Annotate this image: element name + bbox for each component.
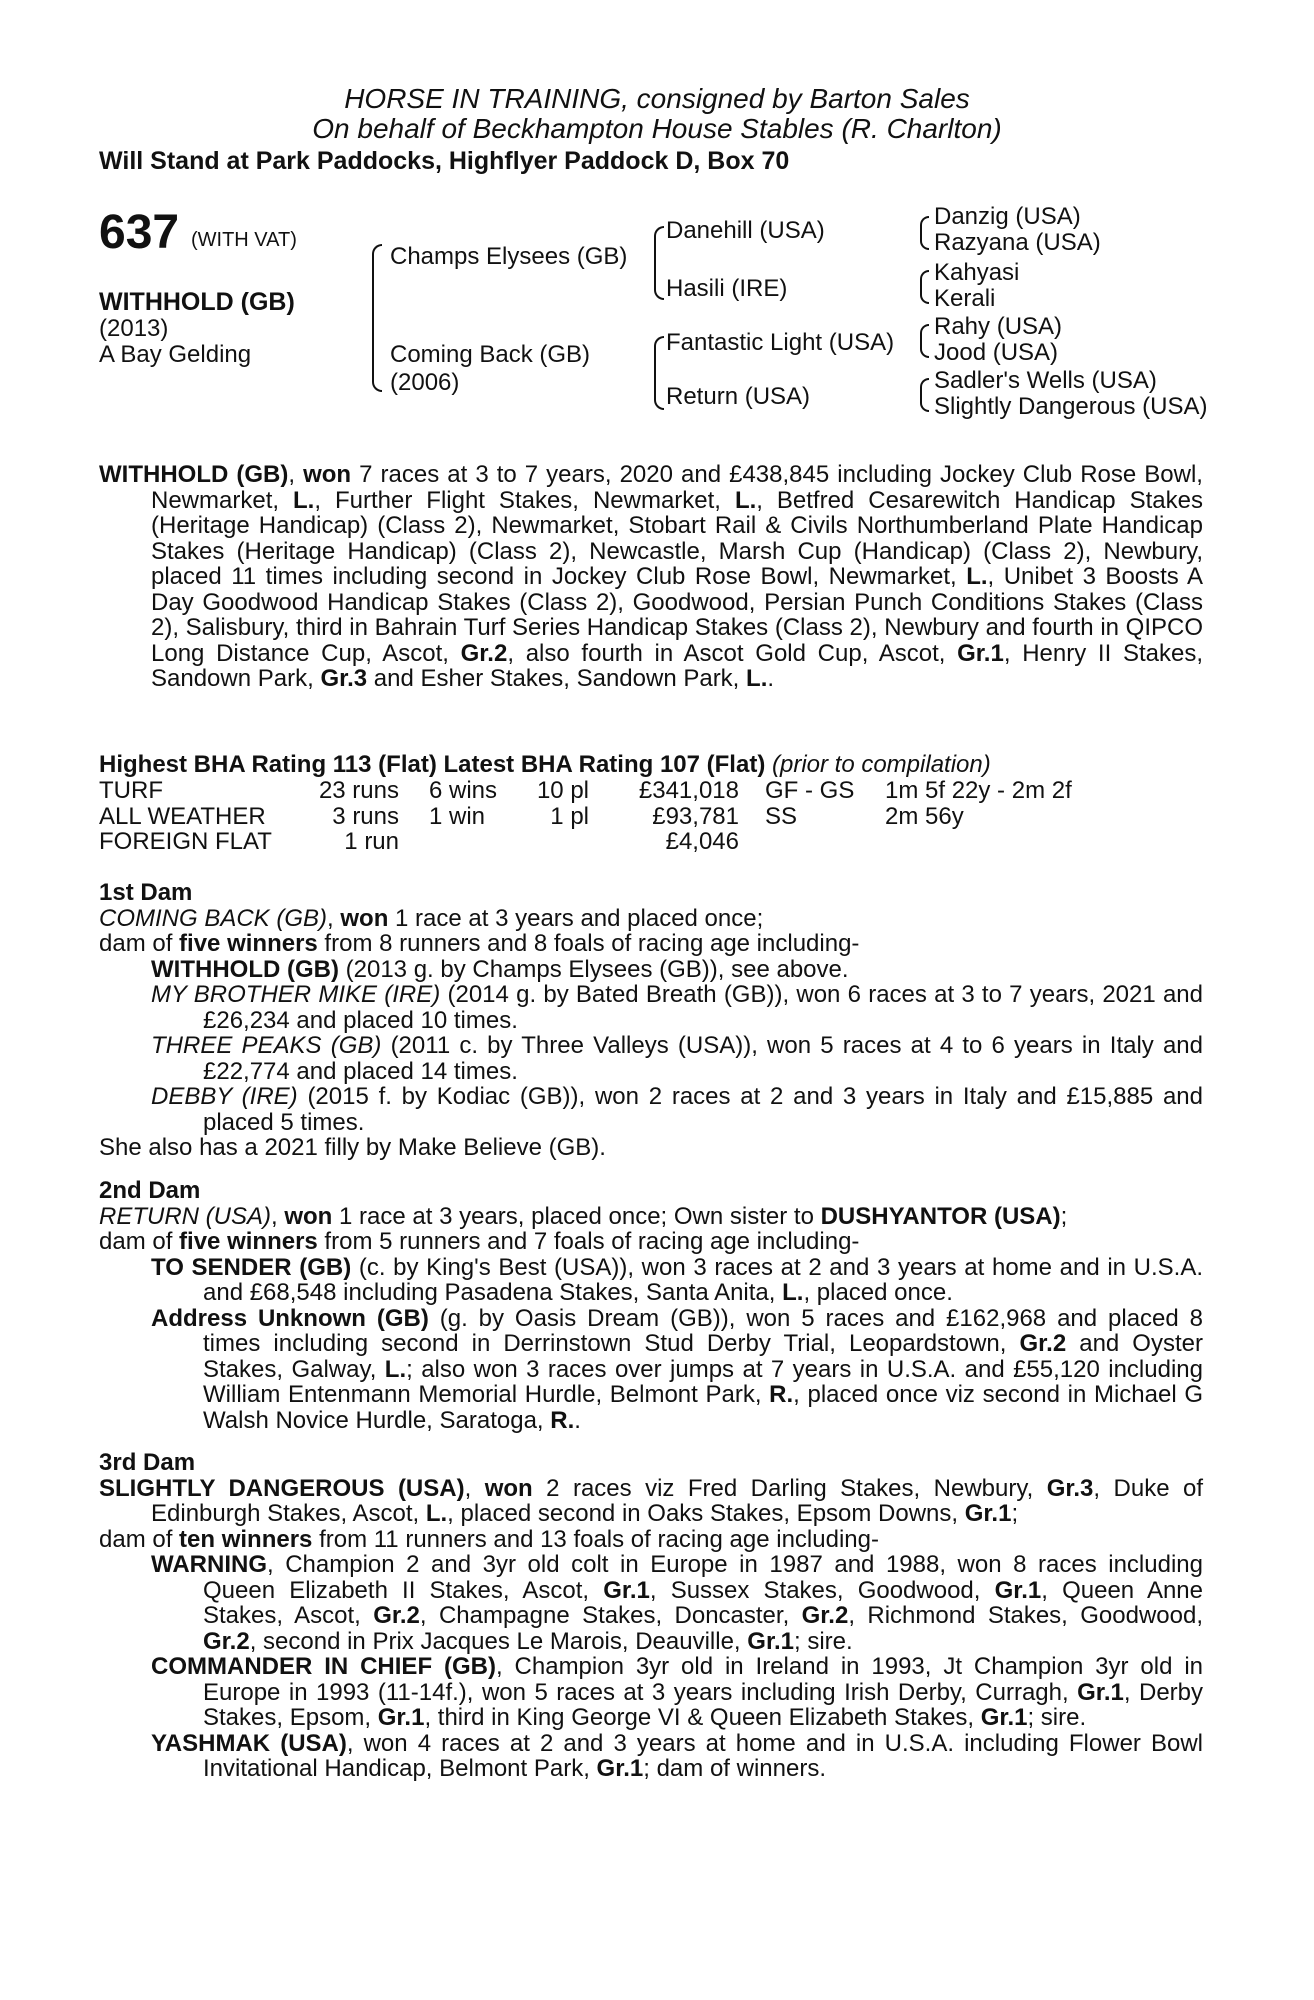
third-dam-dam-of: dam of <box>99 1525 180 1553</box>
record-text-4: , Unibet 3 Boosts A Day Goodwood Handicap Stakes (Class 2), Goodwood, Persian Punch Conditions Stakes (Class 2), Salisbury, third in Bahrain Turf Series Handicap Stakes (Class 2), Newbury and fourth in QIPCO Long Distance Cup, Ascot, <box>151 563 1204 667</box>
entry-name: TO SENDER (GB) <box>151 1253 352 1281</box>
third-dam-entry <box>99 1552 1203 1654</box>
stats-going: SS <box>765 802 798 830</box>
record-grade-3: Gr.3 <box>320 665 368 692</box>
entry-grade-1: Gr.1 <box>747 1627 794 1655</box>
first-dam-entry <box>99 957 1203 983</box>
entry-grade-2: Gr.2 <box>801 1602 849 1629</box>
entry-text: , won 4 races at 2 and 3 years at home and in U.S.A. including Flower Bowl Invitational Handicap, Belmont Park, <box>203 1729 1203 1782</box>
second-dam-sister: DUSHYANTOR (USA) <box>820 1202 1061 1230</box>
first-dam-winners: five winners <box>179 930 318 957</box>
pedigree-ggp-4: Kerali <box>934 285 996 312</box>
stats-runs: 1 run <box>344 828 399 855</box>
record-end: . <box>767 665 775 692</box>
entry-grade-2: Gr.2 <box>373 1602 420 1629</box>
second-dam-won: won <box>284 1202 333 1230</box>
pedigree-dam-sire: Fantastic Light (USA) <box>666 329 895 356</box>
stats-going: GF - GS <box>765 777 855 804</box>
record-listed-1: L. <box>293 486 315 514</box>
stats-wins <box>429 829 519 855</box>
stats-table <box>99 778 1072 855</box>
entry-text: (c. by King's Best (USA)), won 3 races at 2 and 3 years at home and in U.S.A. and £68,548 including Pasadena Stakes, Santa Anita, <box>203 1253 1204 1306</box>
stats-runs: 23 runs <box>318 777 399 804</box>
stats-wins: 1 win <box>429 802 486 830</box>
first-dam-entry <box>99 1033 1203 1084</box>
pedigree-ggp-8: Slightly Dangerous (USA) <box>934 393 1208 420</box>
pedigree-dam: Coming Back (GB) <box>390 341 591 368</box>
third-dam-grade-1: Gr.1 <box>964 1500 1012 1527</box>
first-dam-title: 1st Dam <box>99 879 193 906</box>
lot-number: 637 <box>99 206 180 259</box>
pedigree-sire-dam: Hasili (IRE) <box>666 275 788 302</box>
entry-text: , Champion 3yr old in Ireland in 1993, Jt Champion 3yr old in Europe in 1993 (11-14f.), won 5 races at 3 years including Irish Derby, Curragh, <box>203 1653 1204 1706</box>
third-dam-name: SLIGHTLY DANGEROUS (USA) <box>99 1474 465 1502</box>
pedigree-ggp-1: Danzig (USA) <box>934 203 1081 230</box>
pedigree-dam-year: (2006) <box>390 369 460 396</box>
third-dam-text: , Duke of Edinburgh Stakes, Ascot, <box>151 1474 1203 1527</box>
first-dam-dam-of: dam of <box>99 930 180 957</box>
entry-name: COMMANDER IN CHIEF (GB) <box>151 1653 496 1680</box>
second-dam-entry <box>99 1306 1203 1434</box>
second-dam-dam-of: dam of <box>99 1228 180 1255</box>
entry-name: THREE PEAKS (GB) <box>151 1032 382 1059</box>
third-dam-record: SLIGHTLY DANGEROUS (USA), won 2 races viz Fred Darling Stakes, Newbury, Gr.3, Duke of Edinburgh Stakes, Ascot, L., placed second in Oaks Stakes, Epsom Downs, Gr.1; <box>99 1474 1203 1527</box>
entry-text: , Sussex Stakes, Goodwood, <box>649 1576 995 1604</box>
entry-grade-1: Gr.1 <box>603 1576 650 1604</box>
entry-text: , placed once. <box>803 1279 953 1306</box>
record-horse-name: WITHHOLD (GB) <box>99 461 289 488</box>
entry-text: ; sire. <box>793 1627 853 1655</box>
stats-type: ALL WEATHER <box>99 802 266 830</box>
entry-name: DEBBY (IRE) <box>151 1083 298 1110</box>
entry-text: , Richmond Stakes, Goodwood, <box>848 1602 1203 1629</box>
pedigree-brace-dam <box>654 336 664 410</box>
record-won: won <box>303 461 352 488</box>
second-dam-semicolon: ; <box>1060 1202 1068 1230</box>
first-dam-won: won <box>340 904 389 932</box>
ratings-bold: Highest BHA Rating 113 (Flat) Latest BHA Rating 107 (Flat) <box>99 751 766 778</box>
entry-listed: L. <box>782 1279 804 1306</box>
third-dam-entry <box>99 1654 1203 1731</box>
entry-text: , placed once viz second in Michael G Walsh Novice Hurdle, Saratoga, <box>203 1381 1203 1434</box>
pedigree-dam-dam: Return (USA) <box>666 383 811 410</box>
entry-text: ; dam of winners. <box>643 1755 826 1782</box>
third-dam-entry <box>99 1731 1203 1782</box>
entry-text: , third in King George VI & Queen Elizabeth Stakes, <box>424 1704 981 1731</box>
race-record-paragraph: WITHHOLD (GB), won 7 races at 3 to 7 years, 2020 and £438,845 including Jockey Club Rose Bowl, Newmarket, L., Further Flight Stakes, Newmarket, L., Betfred Cesarewitch Handicap Stakes (Heritage Handicap) (Class 2), Newmarket, Stobart Rail & Civils Northumberland Plate Handicap Stakes (Heritage Handicap) (Class 2), Newcastle, Marsh Cup (Handicap) (Class 2), Newbury, placed 11 times including second in Jockey Club Rose Bowl, Newmarket, L., Unibet 3 Boosts A Day Goodwood Handicap Stakes (Class 2), Goodwood, Persian Punch Conditions Stakes (Class 2), Salisbury, third in Bahrain Turf Series Handicap Stakes (Class 2), Newbury and fourth in QIPCO Long Distance Cup, Ascot, Gr.2, also fourth in Ascot Gold Cup, Ascot, Gr.1, Henry II Stakes, Sandown Park, Gr.3 and Esher Stakes, Sandown Park, L.. <box>99 461 1204 692</box>
pedigree-ggp-2: Razyana (USA) <box>934 229 1101 256</box>
second-dam-title: 2nd Dam <box>99 1177 201 1204</box>
record-text-6: , Henry II Stakes, Sandown Park, <box>151 639 1203 692</box>
first-dam-entry <box>99 982 1203 1033</box>
entry-text: , Champagne Stakes, Doncaster, <box>419 1602 802 1629</box>
third-dam-section <box>99 1450 1203 1782</box>
stats-going <box>765 829 885 855</box>
first-dam-section: 1st Dam COMING BACK (GB), won 1 race at 3 years and placed once; dam of five winners from 8 runners and 8 foals of racing age including- WITHHOLD (GB) (2013 g. by Champs Elysees (GB)), see above. MY BROTHER MIKE (IRE) (2014 g. by Bated Breath (GB)), won 6 races at 3 to 7 years, 2021 and £26,234 and placed 10 times. THREE PEAKS (GB) (2011 c. by Three Valleys (USA)), won 5 races at 4 to 6 years in Italy and £22,774 and placed 14 times. DEBBY (IRE) (2015 f. by Kodiac (GB)), won 2 races at 2 and 3 years in Italy and £15,885 and placed 5 times. She also has a 2021 filly by Make Believe (GB). <box>99 879 1204 1161</box>
entry-text: , second in Prix Jacques Le Marois, Deauville, <box>249 1627 748 1655</box>
entry-text: (2015 f. by Kodiac (GB)), won 2 races at 2 and 3 years in Italy and £15,885 and placed 5 times. <box>203 1083 1203 1136</box>
entry-text: (2013 g. by Champs Elysees (GB)), see above. <box>338 955 849 983</box>
third-dam-title: 3rd Dam <box>99 1449 196 1476</box>
entry-text: , Champion 2 and 3yr old colt in Europe in 1987 and 1988, won 8 races including Queen Elizabeth II Stakes, Ascot, <box>203 1551 1203 1604</box>
stats-wins: 6 wins <box>429 777 498 804</box>
second-dam-name: RETURN (USA) <box>99 1202 271 1230</box>
second-dam-runners: from 5 runners and 7 foals of racing age including- <box>317 1228 860 1255</box>
pedigree-ggp-3: Kahyasi <box>934 259 1020 286</box>
stats-type: FOREIGN FLAT <box>99 828 272 855</box>
record-text-3: , Betfred Cesarewitch Handicap Stakes (Heritage Handicap) (Class 2), Newmarket, Stobart Rail & Civils Northumberland Plate Handicap Stakes (Heritage Handicap) (Class 2), Newcastle, Marsh Cup (Handicap) (Class 2), Newbury, placed 11 times including second in Jockey Club Rose Bowl, Newmarket, <box>151 486 1203 590</box>
third-dam-text: ; <box>1011 1500 1019 1527</box>
record-listed-4: L. <box>746 665 768 692</box>
pedigree-brace-ggp4 <box>920 378 929 412</box>
third-dam-text: , placed second in Oaks Stakes, Epsom Downs, <box>447 1500 965 1527</box>
stats-pl: 10 pl <box>536 777 589 804</box>
entry-name: WITHHOLD (GB) <box>151 955 339 983</box>
entry-race-r: R. <box>769 1381 794 1408</box>
pedigree-brace-sire <box>654 226 664 300</box>
entry-grade-1: Gr.1 <box>377 1704 425 1731</box>
third-dam-winners: ten winners <box>179 1525 313 1553</box>
entry-grade-1: Gr.1 <box>994 1576 1042 1604</box>
entry-text: ; sire. <box>1027 1704 1087 1731</box>
entry-grade-1: Gr.1 <box>980 1704 1028 1731</box>
record-listed-3: L. <box>966 563 988 590</box>
stats-dist: 2m 56y <box>885 802 964 830</box>
entry-text: , Derby Stakes, Epsom, <box>203 1678 1204 1731</box>
stats-dist <box>885 829 1072 855</box>
third-dam-runners: from 11 runners and 13 foals of racing age including- <box>312 1525 879 1553</box>
header-line-1: HORSE IN TRAINING, consigned by Barton Sales <box>344 83 970 114</box>
stats-type: TURF <box>99 777 163 804</box>
pedigree-brace-main <box>372 244 382 392</box>
second-dam-text: 1 race at 3 years, placed once; Own sister to <box>332 1202 821 1230</box>
first-dam-runners: from 8 runners and 8 foals of racing age including- <box>317 930 860 957</box>
ratings-line <box>99 752 991 778</box>
entry-text: (2014 g. by Bated Breath (GB)), won 6 races at 3 to 7 years, 2021 and £26,234 and placed 10 times. <box>203 981 1204 1034</box>
record-text-5: , also fourth in Ascot Gold Cup, Ascot, <box>507 639 958 667</box>
entry-name: Address Unknown (GB) <box>151 1304 429 1332</box>
header-line-3: Will Stand at Park Paddocks, Highflyer Paddock D, Box 70 <box>99 147 790 175</box>
horse-description: A Bay Gelding <box>99 341 252 368</box>
stats-row <box>99 804 1072 830</box>
first-dam-name: COMING BACK (GB) <box>99 904 328 932</box>
stats-money: £341,018 <box>638 777 739 804</box>
first-dam-entry <box>99 1084 1203 1135</box>
pedigree-sire-sire: Danehill (USA) <box>666 217 825 244</box>
entry-listed: L. <box>384 1355 407 1383</box>
entry-grade-1: Gr.1 <box>596 1755 644 1782</box>
stats-pl <box>519 829 619 855</box>
horse-name: WITHHOLD (GB) <box>99 288 295 316</box>
record-text-2: , Further Flight Stakes, Newmarket, <box>314 486 735 514</box>
record-listed-2: L. <box>734 486 757 514</box>
record-text-1: 7 races at 3 to 7 years, 2020 and £438,845 including Jockey Club Rose Bowl, Newmarket, <box>151 461 1203 514</box>
entry-text: (2011 c. by Three Valleys (USA)), won 5 races at 4 to 6 years in Italy and £22,774 and placed 14 times. <box>203 1032 1204 1085</box>
entry-race-r: R. <box>550 1406 575 1434</box>
entry-name: WARNING <box>151 1551 267 1578</box>
record-grade-1: Gr.1 <box>957 639 1004 667</box>
entry-grade-2: Gr.2 <box>203 1627 250 1655</box>
ratings-note: (prior to compilation) <box>765 751 991 778</box>
pedigree-sire: Champs Elysees (GB) <box>390 243 628 270</box>
first-dam-footer: She also has a 2021 filly by Make Believe (GB). <box>99 1134 606 1161</box>
second-dam-entry <box>99 1255 1203 1306</box>
stats-money: £4,046 <box>665 828 739 855</box>
stats-money: £93,781 <box>652 802 739 830</box>
record-text-7: and Esher Stakes, Sandown Park, <box>367 665 747 692</box>
pedigree-brace-ggp3 <box>920 324 929 358</box>
second-dam-winners: five winners <box>179 1228 318 1255</box>
entry-name: YASHMAK (USA) <box>151 1729 347 1757</box>
second-dam-section: 2nd Dam RETURN (USA), won 1 race at 3 years, placed once; Own sister to DUSHYANTOR (USA); dam of five winners from 5 runners and 7 foals of racing age including- TO SENDER (GB) (c. by King's Best (USA)), won 3 races at 2 and 3 years at home and in U.S.A. and £68,548 including Pasadena Stakes, Santa Anita, L., placed once. Address Unknown (GB) (g. by Oasis Dream (GB)), won 5 races and £162,968 and placed 8 times including second in Derrinstown Stud Derby Trial, Leopardstown, Gr.2 and Oyster Stakes, Galway, L.; also won 3 races over jumps at 7 years in U.S.A. and £55,120 including William Entenmann Memorial Hurdle, Belmont Park, R., placed once viz second in Michael G Walsh Novice Hurdle, Saratoga, R.. <box>99 1177 1204 1434</box>
entry-text: ; also won 3 races over jumps at 7 years in U.S.A. and £55,120 including William Entenmann Memorial Hurdle, Belmont Park, <box>203 1355 1203 1408</box>
stats-runs: 3 runs <box>332 802 399 830</box>
header-line-2: On behalf of Beckhampton House Stables (R. Charlton) <box>312 113 1002 144</box>
third-dam-won: won <box>484 1474 533 1502</box>
third-dam-listed: L. <box>425 1500 448 1527</box>
entry-end: . <box>574 1406 581 1434</box>
stats-dist: 1m 5f 22y - 2m 2f <box>885 777 1072 804</box>
race-record <box>99 462 1203 692</box>
stats-row <box>99 829 1072 855</box>
horse-year: (2013) <box>99 315 169 342</box>
entry-text: (g. by Oasis Dream (GB)), won 5 races and £162,968 and placed 8 times including second in Derrinstown Stud Derby Trial, Leopardstown, <box>203 1304 1203 1357</box>
pedigree-ggp-7: Sadler's Wells (USA) <box>934 367 1157 394</box>
pedigree-ggp-6: Jood (USA) <box>934 339 1059 366</box>
pedigree-brace-ggp2 <box>920 270 929 304</box>
entry-text: , Queen Anne Stakes, Ascot, <box>203 1576 1203 1629</box>
pedigree-ggp-5: Rahy (USA) <box>934 313 1063 340</box>
entry-name: MY BROTHER MIKE (IRE) <box>151 981 441 1008</box>
entry-grade-2: Gr.2 <box>1019 1330 1067 1357</box>
pedigree-brace-ggp1 <box>920 216 929 250</box>
third-dam-grade-3: Gr.3 <box>1046 1474 1094 1502</box>
first-dam-text: 1 race at 3 years and placed once; <box>388 904 764 932</box>
entry-text: and Oyster Stakes, Galway, <box>203 1330 1203 1383</box>
lot-vat: (WITH VAT) <box>191 229 297 251</box>
entry-grade-1: Gr.1 <box>1077 1678 1124 1706</box>
third-dam-text: 2 races viz Fred Darling Stakes, Newbury, <box>532 1474 1047 1502</box>
stats-row <box>99 778 1072 804</box>
record-grade-2: Gr.2 <box>460 639 508 667</box>
stats-pl: 1 pl <box>550 802 589 830</box>
